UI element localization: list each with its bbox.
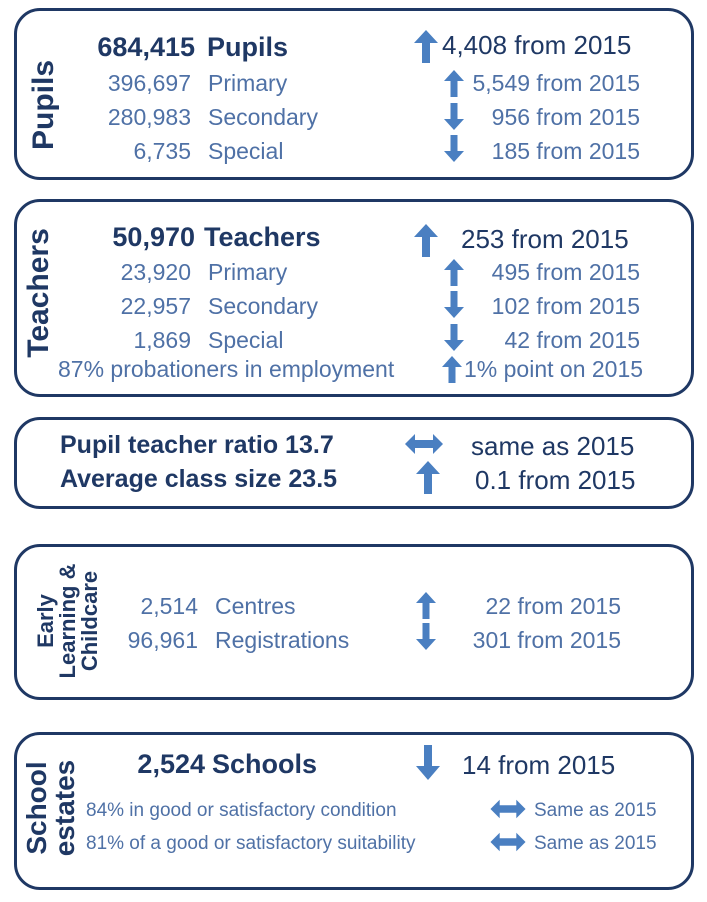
registrations-label: Registrations [215, 627, 350, 653]
centres-value: 2,514 [140, 593, 198, 619]
early-learning-side-line: Early [33, 594, 58, 648]
teachers-total-label: Teachers [204, 222, 321, 252]
registrations-change: 301 from 2015 [472, 627, 621, 653]
arrow-up-icon [440, 354, 464, 384]
average-class-size: Average class size 23.5 [60, 465, 338, 493]
school-estates-side-line: School [21, 761, 52, 855]
probationers-change: 1% point on 2015 [464, 356, 644, 382]
teachers-total-change: 253 from 2015 [461, 224, 629, 254]
teachers-secondary-change: 102 from 2015 [491, 293, 640, 319]
double-arrow-icon [403, 431, 445, 457]
pupils-total-value: 684,415 [97, 32, 195, 62]
teachers-side-label: Teachers [22, 228, 55, 358]
arrow-down-icon [442, 102, 466, 132]
teachers-secondary-label: Secondary [208, 293, 318, 319]
centres-change: 22 from 2015 [485, 593, 621, 619]
pupils-special-change: 185 from 2015 [491, 138, 640, 164]
average-class-size-change: 0.1 from 2015 [475, 465, 636, 495]
arrow-down-icon [442, 323, 466, 353]
pupils-special-label: Special [208, 138, 284, 164]
arrow-up-icon [442, 257, 466, 287]
pupils-primary-value: 396,697 [107, 70, 191, 96]
teachers-total-value: 50,970 [112, 222, 195, 252]
double-arrow-icon [488, 830, 528, 854]
arrow-up-icon [414, 459, 442, 495]
double-arrow-icon [488, 797, 528, 821]
arrow-up-icon [414, 590, 438, 620]
school-estates-side-label [23, 743, 79, 873]
arrow-up-icon [412, 28, 440, 64]
pupils-secondary-value: 280,983 [107, 104, 191, 130]
arrow-down-icon [442, 134, 466, 164]
pupils-total-label: Pupils [207, 32, 289, 62]
suitability-change: Same as 2015 [534, 833, 657, 854]
registrations-value: 96,961 [127, 627, 198, 653]
arrow-up-icon [412, 222, 440, 258]
teachers-primary-change: 495 from 2015 [491, 259, 640, 285]
teachers-special-value: 1,869 [133, 327, 191, 353]
arrow-up-icon [442, 68, 466, 98]
pupil-teacher-ratio: Pupil teacher ratio 13.7 [60, 431, 334, 459]
teachers-secondary-value: 22,957 [120, 293, 191, 319]
centres-label: Centres [215, 593, 296, 619]
schools-total-value: 2,524 [137, 749, 205, 779]
early-learning-side-line: Childcare [77, 570, 102, 672]
pupils-primary-label: Primary [208, 70, 288, 96]
pupils-primary-change: 5,549 from 2015 [472, 70, 640, 96]
probationers-text: 87% probationers in employment [58, 356, 395, 382]
teachers-primary-value: 23,920 [120, 259, 191, 285]
pupil-teacher-ratio-change: same as 2015 [471, 431, 635, 461]
suitability-text: 81% of a good or satisfactory suitability [86, 833, 416, 854]
early-learning-panel [14, 544, 694, 700]
school-estates-side-line: estates [49, 759, 80, 857]
early-learning-side-line: Learning & [55, 563, 80, 679]
pupils-side-label: Pupils [27, 60, 60, 151]
teachers-primary-label: Primary [208, 259, 288, 285]
teachers-special-label: Special [208, 327, 284, 353]
pupils-secondary-change: 956 from 2015 [491, 104, 640, 130]
condition-text: 84% in good or satisfactory condition [86, 800, 397, 821]
arrow-down-icon [414, 622, 438, 652]
pupils-total-change: 4,408 from 2015 [442, 30, 632, 60]
teachers-special-change: 42 from 2015 [504, 327, 640, 353]
early-learning-side-label [35, 543, 101, 699]
schools-total-label: Schools [212, 749, 318, 779]
schools-total-change: 14 from 2015 [462, 750, 616, 780]
pupils-secondary-label: Secondary [208, 104, 318, 130]
arrow-down-icon [414, 744, 442, 782]
condition-change: Same as 2015 [534, 800, 657, 821]
pupils-special-value: 6,735 [133, 138, 191, 164]
arrow-down-icon [442, 290, 466, 320]
